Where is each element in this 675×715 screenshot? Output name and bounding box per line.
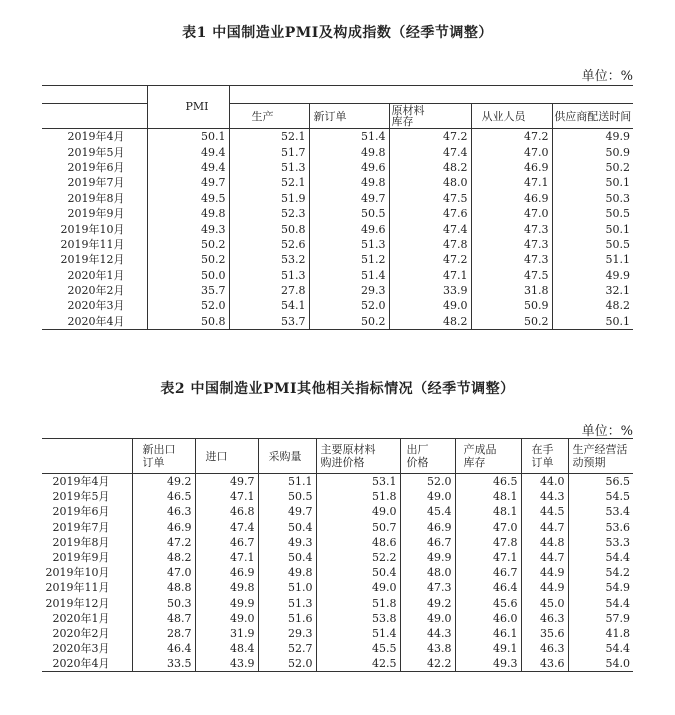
table-row <box>42 504 633 519</box>
value-cell: 52.6 <box>229 237 309 252</box>
value-cell: 45.4 <box>400 504 455 519</box>
column-header: 新订单 <box>309 104 389 129</box>
column-header: 主要原材料购进价格 <box>316 439 400 474</box>
value-cell: 44.8 <box>521 535 568 550</box>
value-cell: 44.7 <box>521 520 568 535</box>
value-cell: 50.8 <box>229 221 309 236</box>
value-cell: 49.0 <box>316 504 400 519</box>
value-cell: 51.3 <box>309 237 389 252</box>
value-cell: 53.6 <box>568 520 633 535</box>
value-cell: 47.1 <box>389 268 471 283</box>
value-cell: 47.0 <box>471 144 552 159</box>
value-cell: 46.9 <box>471 191 552 206</box>
value-cell: 50.5 <box>552 206 633 221</box>
month-cell: 2020年4月 <box>67 314 125 328</box>
value-cell: 50.5 <box>552 237 633 252</box>
value-cell: 46.4 <box>132 641 195 656</box>
value-cell: 49.4 <box>147 160 229 175</box>
value-cell: 47.1 <box>471 175 552 190</box>
value-cell: 47.1 <box>195 489 258 504</box>
value-cell: 46.7 <box>400 535 455 550</box>
value-cell: 47.8 <box>389 237 471 252</box>
month-cell: 2019年11月 <box>60 237 125 251</box>
value-cell: 48.8 <box>132 580 195 595</box>
value-cell: 53.8 <box>316 611 400 626</box>
month-cell: 2019年12月 <box>60 253 125 267</box>
value-cell: 46.3 <box>521 641 568 656</box>
table-row <box>42 144 633 159</box>
value-cell: 51.0 <box>258 580 316 595</box>
value-cell: 48.2 <box>389 160 471 175</box>
value-cell: 47.2 <box>389 129 471 145</box>
value-cell: 46.5 <box>455 474 521 490</box>
value-cell: 49.4 <box>147 144 229 159</box>
value-cell: 42.5 <box>316 656 400 672</box>
value-cell: 54.2 <box>568 565 633 580</box>
value-cell: 53.4 <box>568 504 633 519</box>
value-cell: 49.0 <box>195 611 258 626</box>
value-cell: 29.3 <box>258 626 316 641</box>
value-cell: 49.6 <box>309 160 389 175</box>
value-cell: 47.2 <box>389 252 471 267</box>
column-header: 产成品库存 <box>455 439 521 474</box>
table-row <box>42 611 633 626</box>
value-cell: 35.7 <box>147 283 229 298</box>
value-cell: 50.3 <box>552 191 633 206</box>
table-row <box>42 160 633 175</box>
value-cell: 46.9 <box>195 565 258 580</box>
value-cell: 51.3 <box>229 268 309 283</box>
value-cell: 47.3 <box>471 221 552 236</box>
value-cell: 45.5 <box>316 641 400 656</box>
value-cell: 52.3 <box>229 206 309 221</box>
value-cell: 51.4 <box>316 626 400 641</box>
value-cell: 50.8 <box>147 314 229 330</box>
table-row <box>42 175 633 190</box>
value-cell: 51.2 <box>309 252 389 267</box>
value-cell: 49.0 <box>400 611 455 626</box>
month-header-spacer <box>42 104 147 129</box>
value-cell: 49.8 <box>309 175 389 190</box>
table-row <box>42 550 633 565</box>
table-row <box>42 283 633 298</box>
value-cell: 52.1 <box>229 129 309 145</box>
value-cell: 51.8 <box>316 489 400 504</box>
value-cell: 45.0 <box>521 596 568 611</box>
month-cell: 2019年9月 <box>67 207 125 221</box>
table-row <box>42 206 633 221</box>
table-row <box>42 580 633 595</box>
month-header <box>42 86 147 104</box>
value-cell: 47.2 <box>132 535 195 550</box>
value-cell: 52.0 <box>309 298 389 313</box>
value-cell: 52.0 <box>147 298 229 313</box>
value-cell: 46.3 <box>521 611 568 626</box>
value-cell: 43.9 <box>195 656 258 672</box>
value-cell: 52.0 <box>258 656 316 672</box>
month-cell: 2019年4月 <box>67 130 125 144</box>
value-cell: 44.9 <box>521 565 568 580</box>
components-header <box>229 86 633 104</box>
value-cell: 33.5 <box>132 656 195 672</box>
value-cell: 49.1 <box>455 641 521 656</box>
value-cell: 48.2 <box>552 298 633 313</box>
value-cell: 44.7 <box>521 550 568 565</box>
value-cell: 47.2 <box>471 129 552 145</box>
month-cell: 2019年9月 <box>52 551 110 565</box>
value-cell: 46.4 <box>455 580 521 595</box>
month-cell: 2019年8月 <box>52 535 110 549</box>
value-cell: 50.4 <box>258 520 316 535</box>
value-cell: 46.3 <box>132 504 195 519</box>
value-cell: 53.7 <box>229 314 309 330</box>
column-header: 在手订单 <box>521 439 568 474</box>
value-cell: 49.6 <box>309 221 389 236</box>
value-cell: 49.5 <box>147 191 229 206</box>
value-cell: 51.4 <box>309 268 389 283</box>
value-cell: 44.3 <box>400 626 455 641</box>
month-cell: 2019年6月 <box>67 160 125 174</box>
value-cell: 48.2 <box>132 550 195 565</box>
column-header: 从业人员 <box>471 104 552 129</box>
value-cell: 31.8 <box>471 283 552 298</box>
pmi-header: PMI <box>147 86 229 129</box>
value-cell: 49.8 <box>258 565 316 580</box>
value-cell: 46.9 <box>132 520 195 535</box>
table-row <box>42 596 633 611</box>
value-cell: 47.5 <box>389 191 471 206</box>
value-cell: 49.2 <box>132 474 195 490</box>
value-cell: 52.7 <box>258 641 316 656</box>
value-cell: 46.1 <box>455 626 521 641</box>
value-cell: 50.2 <box>471 314 552 330</box>
value-cell: 47.3 <box>471 252 552 267</box>
value-cell: 47.0 <box>455 520 521 535</box>
value-cell: 48.4 <box>195 641 258 656</box>
value-cell: 51.8 <box>316 596 400 611</box>
value-cell: 48.0 <box>400 565 455 580</box>
table-row <box>42 252 633 267</box>
value-cell: 49.9 <box>552 129 633 145</box>
month-cell: 2019年7月 <box>67 176 125 190</box>
value-cell: 54.0 <box>568 656 633 672</box>
value-cell: 31.9 <box>195 626 258 641</box>
value-cell: 46.8 <box>195 504 258 519</box>
month-cell: 2020年2月 <box>67 284 125 298</box>
value-cell: 32.1 <box>552 283 633 298</box>
value-cell: 50.5 <box>309 206 389 221</box>
value-cell: 51.1 <box>258 474 316 490</box>
value-cell: 54.4 <box>568 550 633 565</box>
value-cell: 47.1 <box>195 550 258 565</box>
value-cell: 49.3 <box>258 535 316 550</box>
table-row <box>42 489 633 504</box>
pmi-composition-table <box>42 85 633 330</box>
value-cell: 51.3 <box>229 160 309 175</box>
month-cell: 2019年5月 <box>67 145 125 159</box>
value-cell: 47.4 <box>389 144 471 159</box>
value-cell: 46.0 <box>455 611 521 626</box>
value-cell: 54.9 <box>568 580 633 595</box>
column-header: 进口 <box>195 439 258 474</box>
value-cell: 50.3 <box>132 596 195 611</box>
table-row <box>42 565 633 580</box>
value-cell: 53.2 <box>229 252 309 267</box>
value-cell: 49.7 <box>147 175 229 190</box>
value-cell: 49.8 <box>309 144 389 159</box>
value-cell: 53.1 <box>316 474 400 490</box>
value-cell: 52.0 <box>400 474 455 490</box>
value-cell: 49.8 <box>147 206 229 221</box>
value-cell: 47.6 <box>389 206 471 221</box>
table-row <box>42 535 633 550</box>
value-cell: 43.8 <box>400 641 455 656</box>
column-header: 供应商配送时间 <box>552 104 633 129</box>
value-cell: 52.2 <box>316 550 400 565</box>
value-cell: 47.8 <box>455 535 521 550</box>
value-cell: 47.0 <box>132 565 195 580</box>
value-cell: 47.3 <box>400 580 455 595</box>
value-cell: 45.6 <box>455 596 521 611</box>
month-cell: 2019年8月 <box>67 191 125 205</box>
column-header: 生产经营活动预期 <box>568 439 633 474</box>
value-cell: 47.5 <box>471 268 552 283</box>
value-cell: 49.9 <box>400 550 455 565</box>
value-cell: 50.2 <box>147 252 229 267</box>
value-cell: 51.4 <box>309 129 389 145</box>
value-cell: 49.8 <box>195 580 258 595</box>
table-row <box>42 298 633 313</box>
value-cell: 50.9 <box>552 144 633 159</box>
value-cell: 44.3 <box>521 489 568 504</box>
value-cell: 49.3 <box>147 221 229 236</box>
value-cell: 49.3 <box>455 656 521 672</box>
column-header: 生产 <box>229 104 309 129</box>
value-cell: 43.6 <box>521 656 568 672</box>
value-cell: 28.7 <box>132 626 195 641</box>
column-header: 采购量 <box>258 439 316 474</box>
value-cell: 57.9 <box>568 611 633 626</box>
value-cell: 50.2 <box>309 314 389 330</box>
value-cell: 49.0 <box>389 298 471 313</box>
month-cell: 2019年12月 <box>45 596 110 610</box>
value-cell: 48.2 <box>389 314 471 330</box>
month-cell: 2020年1月 <box>67 268 125 282</box>
value-cell: 41.8 <box>568 626 633 641</box>
month-cell: 2019年7月 <box>52 520 110 534</box>
table-row <box>42 221 633 236</box>
table-row <box>42 520 633 535</box>
value-cell: 48.7 <box>132 611 195 626</box>
table-row <box>42 237 633 252</box>
table-row <box>42 474 633 490</box>
value-cell: 51.7 <box>229 144 309 159</box>
value-cell: 49.7 <box>195 474 258 490</box>
value-cell: 42.2 <box>400 656 455 672</box>
value-cell: 29.3 <box>309 283 389 298</box>
month-header <box>42 439 132 474</box>
table-row <box>42 641 633 656</box>
table1-title: 表1 中国制造业PMI及构成指数（经季节调整） <box>182 25 493 41</box>
value-cell: 50.9 <box>471 298 552 313</box>
column-header: 原材料库存 <box>389 104 471 129</box>
value-cell: 47.4 <box>195 520 258 535</box>
value-cell: 47.0 <box>471 206 552 221</box>
value-cell: 51.1 <box>552 252 633 267</box>
month-cell: 2020年2月 <box>52 626 110 640</box>
value-cell: 46.7 <box>455 565 521 580</box>
month-cell: 2019年5月 <box>52 490 110 504</box>
value-cell: 54.4 <box>568 596 633 611</box>
value-cell: 49.9 <box>195 596 258 611</box>
value-cell: 46.9 <box>400 520 455 535</box>
value-cell: 49.9 <box>552 268 633 283</box>
month-cell: 2020年4月 <box>52 657 110 671</box>
column-header: 出厂价格 <box>400 439 455 474</box>
table2-title: 表2 中国制造业PMI其他相关指标情况（经季节调整） <box>160 381 515 397</box>
value-cell: 44.0 <box>521 474 568 490</box>
value-cell: 50.2 <box>147 237 229 252</box>
value-cell: 49.7 <box>258 504 316 519</box>
value-cell: 33.9 <box>389 283 471 298</box>
value-cell: 53.3 <box>568 535 633 550</box>
value-cell: 50.1 <box>552 221 633 236</box>
value-cell: 50.5 <box>258 489 316 504</box>
table-row <box>42 268 633 283</box>
value-cell: 46.5 <box>132 489 195 504</box>
month-cell: 2020年3月 <box>67 299 125 313</box>
value-cell: 51.6 <box>258 611 316 626</box>
value-cell: 48.1 <box>455 489 521 504</box>
value-cell: 56.5 <box>568 474 633 490</box>
value-cell: 50.2 <box>552 160 633 175</box>
table1-unit-label: 单位：% <box>581 69 633 84</box>
value-cell: 50.4 <box>258 550 316 565</box>
value-cell: 50.4 <box>316 565 400 580</box>
value-cell: 51.3 <box>258 596 316 611</box>
value-cell: 47.4 <box>389 221 471 236</box>
value-cell: 27.8 <box>229 283 309 298</box>
month-cell: 2019年4月 <box>52 475 110 489</box>
value-cell: 47.3 <box>471 237 552 252</box>
month-cell: 2019年10月 <box>60 222 125 236</box>
value-cell: 50.1 <box>552 314 633 330</box>
month-cell: 2019年6月 <box>52 505 110 519</box>
column-header: 新出口订单 <box>132 439 195 474</box>
table-row <box>42 129 633 145</box>
value-cell: 54.1 <box>229 298 309 313</box>
table-row <box>42 191 633 206</box>
value-cell: 49.7 <box>309 191 389 206</box>
value-cell: 47.1 <box>455 550 521 565</box>
value-cell: 54.5 <box>568 489 633 504</box>
month-cell: 2020年1月 <box>52 611 110 625</box>
pmi-other-indicators-table <box>42 438 633 672</box>
table-row <box>42 626 633 641</box>
value-cell: 49.2 <box>400 596 455 611</box>
value-cell: 44.5 <box>521 504 568 519</box>
month-cell: 2019年10月 <box>45 566 110 580</box>
value-cell: 35.6 <box>521 626 568 641</box>
value-cell: 50.1 <box>147 129 229 145</box>
value-cell: 48.0 <box>389 175 471 190</box>
value-cell: 50.7 <box>316 520 400 535</box>
month-cell: 2020年3月 <box>52 642 110 656</box>
value-cell: 52.1 <box>229 175 309 190</box>
value-cell: 49.0 <box>316 580 400 595</box>
table-row <box>42 314 633 330</box>
value-cell: 44.9 <box>521 580 568 595</box>
value-cell: 48.6 <box>316 535 400 550</box>
value-cell: 46.7 <box>195 535 258 550</box>
value-cell: 50.0 <box>147 268 229 283</box>
month-cell: 2019年11月 <box>45 581 110 595</box>
value-cell: 46.9 <box>471 160 552 175</box>
table2-unit-label: 单位：% <box>581 424 633 439</box>
value-cell: 49.0 <box>400 489 455 504</box>
value-cell: 51.9 <box>229 191 309 206</box>
value-cell: 50.1 <box>552 175 633 190</box>
table-row <box>42 656 633 672</box>
value-cell: 54.4 <box>568 641 633 656</box>
value-cell: 48.1 <box>455 504 521 519</box>
